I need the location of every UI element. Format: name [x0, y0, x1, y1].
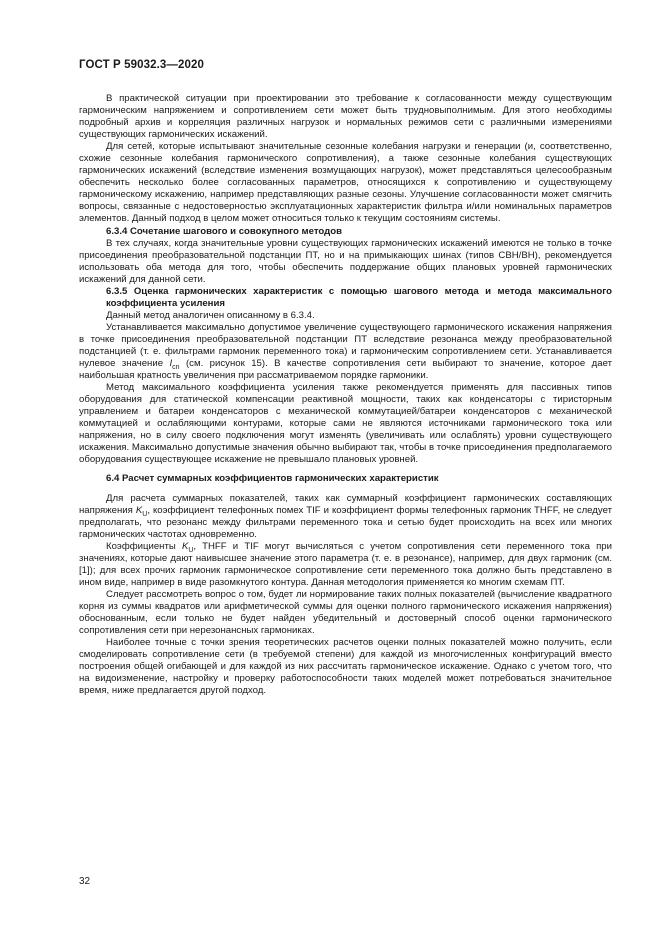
- paragraph: В тех случаях, когда значительные уровни существующих гармонических искажений имеются не только в точке присоединения преобразовательной подстанции ПТ, но и на примыкающих шинах (типов СВН/ВН), рекомендуется использовать оба метода для того, чтобы обеспечить поддержание общих плановых уровней гармонических искажений для данной сети.: [79, 237, 612, 285]
- symbol-k: K: [135, 504, 143, 516]
- section-heading-6-3-4: 6.3.4 Сочетание шагового и совокупного методов: [106, 225, 342, 237]
- paragraph: [79, 493, 612, 541]
- section-heading-6-3-5: 6.3.5 Оценка гармонических характеристик с помощью шагового метода и метода максимального коэффициента усиления: [106, 285, 612, 309]
- paragraph: Следует рассмотреть вопрос о том, будет ли нормирование таких полных показателей (вычисление квадратного корня из суммы квадратов или арифметической суммы для оценки полного гармонического искажения напряжения) обоснованным, если только не будет найден убедительный и достоверный способ оценки гармонического сопротивления сети при нерезонансных гармониках.: [79, 588, 612, 637]
- paragraph: Для сетей, которые испытывают значительные сезонные колебания нагрузки и генерации (и, соответственно, схожие сезонные колебания гармонического сопротивления), а также сезонные колебания существующих гармонических искажений (вследствие изменения возмущающих нагрузок), может представляться целесообразным обеспечить несколько более согласованных параметров, относящихся к сопротивлению и существующему гармоническому искажению, например представляющих разные сезоны. Улучшение согласованности может смягчить вопросы, связанные с недостоверностью эксплуатационных характеристик фильтра и/или номинальных параметров элементов. Данный подход в целом может относиться только к текущим состояниям системы.: [79, 141, 612, 225]
- text-run: (см. рисунок 15). В качестве сопротивления сети выбирают то значение, которое дает наибольшая кратность увеличения при рассматриваемом порядке гармоники.: [79, 358, 612, 382]
- symbol-subscript: cn: [172, 363, 180, 371]
- paragraph: Данный метод аналогичен описанному в 6.3.4.: [106, 309, 315, 321]
- paragraph: В практической ситуации при проектировании это требование к согласованности между существующим гармоническим напряжением и сопротивлением сети может быть трудновыполнимым. Для этого необходимы подробный архив и корреляция различных нагрузок и нормальных режимов сети с различными измерениями существующих гармонических искажений.: [79, 93, 612, 141]
- symbol-subscript: U: [188, 546, 194, 554]
- symbol-subscript: U: [142, 510, 148, 518]
- section-heading-6-4: 6.4 Расчет суммарных коэффициентов гармонических характеристик: [106, 473, 439, 485]
- paragraph: [79, 322, 612, 382]
- document-header: ГОСТ Р 59032.3—2020: [79, 59, 204, 71]
- paragraph: Метод максимального коэффициента усиления также рекомендуется применять для пассивных типов оборудования для статической компенсации реактивной мощности, таких как конденсаторы с тиристорным управлением и батареи конденсаторов с механической коммутацией/батареи конденсаторов с механической коммутацией и ослабляющими контурами, которые сами не являются источниками гармонического тока или напряжения, но в силу своего подключения могут изменять (увеличивать или ослаблять) уровни существующего искажения. Максимально допустимые значения обычно выбирают так, чтобы в точке присоединения предполагаемого оборудования существующее искажение не превышало плановых уровней.: [79, 382, 612, 466]
- text-run: , коэффициент телефонных помех TIF и коэффициент формы телефонных гармоник THFF, не следует предполагать, что резонанс между фильтрами переменного тока и сетью будет происходить на всех или многих гармонических частотах одновременно.: [79, 504, 612, 540]
- page-number: 32: [79, 876, 91, 887]
- symbol-k: K: [181, 540, 189, 552]
- paragraph: Наиболее точные с точки зрения теоретических расчетов оценки полных показателей можно получить, если смоделировать сопротивление сети (в требуемой степени) для каждой из многочисленных конфигураций вместо построения общей огибающей и для каждой из них рассчитать гармоническое искажение. Однако с учетом того, что на видоизменение, настройку и проверку работоспособности таких моделей может потребоваться значительное время, ниже предлагается другой подход.: [79, 637, 612, 697]
- text-run: Коэффициенты: [106, 540, 182, 552]
- symbol-i: I: [169, 358, 173, 370]
- document-body: [79, 93, 612, 697]
- paragraph: [79, 541, 612, 589]
- text-run: Для расчета суммарных показателей, таких как суммарный коэффициент гармонических составляющих напряжения: [79, 492, 612, 516]
- text-run: Устанавливается максимально допустимое увеличение существующего гармонического искажения напряжения в точке присоединения преобразовательной подстанции ПТ вследствие резонанса между преобразовательной подстанцией (т. е. фильтрами гармоник переменного тока) и гармоническим сопротивлением сети. Устанавливается нулевое значение: [79, 321, 612, 370]
- text-run: , THFF и TIF могут вычисляться с учетом сопротивления сети переменного тока при значениях, которые дают наивысшее значение этого параметра (т. е. в резонансе), например, для двух гармоник (см. [1]); для всех прочих гармоник гармоническое сопротивление сети переменного тока должно быть представлено в ином виде, например в виде разомкнутого контура. Данная методология применяется ко многим схемам ПТ.: [79, 540, 612, 588]
